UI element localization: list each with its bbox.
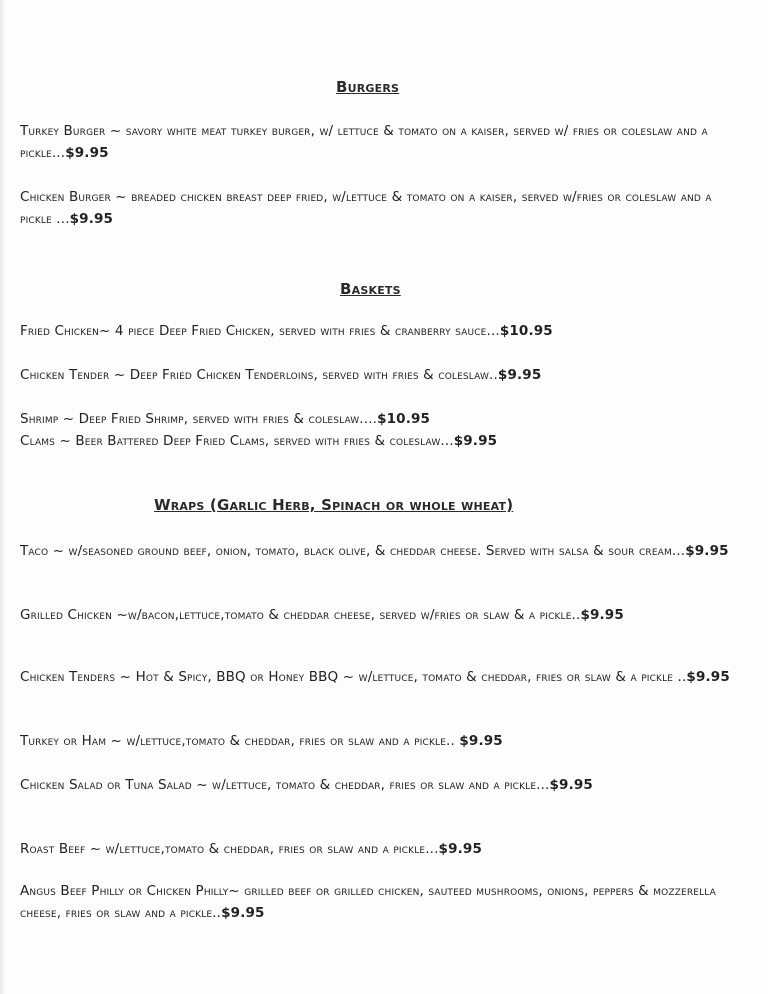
item-price: $9.95	[453, 433, 498, 449]
item-price: $10.95	[377, 411, 431, 427]
item-description: Clams ~ Beer Battered Deep Fried Clams, served with fries & coleslaw...	[20, 433, 454, 449]
item-price: $9.95	[69, 211, 114, 227]
menu-item-roast-beef	[20, 838, 745, 860]
item-price: $9.95	[549, 777, 593, 793]
item-price: $9.95	[580, 607, 624, 623]
menu-item-philly	[20, 880, 745, 924]
item-description: Chicken Tender ~ Deep Fried Chicken Tenderloins, served with fries & coleslaw..	[20, 367, 498, 383]
menu-item-turkey-burger	[20, 120, 745, 164]
item-price: $9.95	[221, 905, 265, 921]
menu-item-chicken-burger	[20, 186, 745, 230]
menu-item-chicken-tender	[20, 364, 745, 386]
menu-item-fried-chicken	[20, 320, 745, 342]
menu-item-shrimp	[20, 408, 745, 430]
menu-item-clams	[20, 430, 745, 452]
item-description: Roast Beef ~ w/lettuce,tomato & cheddar, fries or slaw and a pickle...	[20, 841, 439, 857]
item-description: Angus Beef Philly or Chicken Philly~ grilled beef or grilled chicken, sauteed mushrooms, onions, peppers & mozzerella cheese, fries or slaw and a pickle..	[20, 883, 716, 921]
burgers-heading: Burgers	[336, 78, 400, 96]
menu-item-chicken-tenders	[20, 666, 745, 688]
item-price: $9.95	[438, 841, 482, 857]
item-price: $9.95	[459, 733, 503, 749]
item-description: Turkey or Ham ~ w/lettuce,tomato & cheddar, fries or slaw and a pickle..	[20, 733, 460, 749]
item-price: $9.95	[65, 145, 109, 161]
baskets-heading: Baskets	[340, 280, 401, 298]
item-description: Taco ~ w/seasoned ground beef, onion, tomato, black olive, & cheddar cheese. Served with salsa & sour cream...	[20, 543, 686, 559]
item-description: Shrimp ~ Deep Fried Shrimp, served with fries & coleslaw....	[20, 411, 378, 427]
menu-item-grilled-chicken	[20, 604, 745, 626]
item-description: Chicken Tenders ~ Hot & Spicy, BBQ or Honey BBQ ~ w/lettuce, tomato & cheddar, fries or slaw & a pickle ..	[20, 669, 687, 685]
menu-item-taco	[20, 540, 745, 562]
item-price: $10.95	[499, 323, 553, 339]
item-description: Fried Chicken~ 4 piece Deep Fried Chicken, served with fries & cranberry sauce...	[20, 323, 500, 339]
menu-item-turkey-or-ham	[20, 730, 745, 752]
item-price: $9.95	[497, 367, 542, 383]
item-price: $9.95	[686, 669, 730, 685]
item-description: Grilled Chicken ~w/bacon,lettuce,tomato & cheddar cheese, served w/fries or slaw & a pickle..	[20, 607, 581, 623]
menu-item-chicken-or-tuna-salad	[20, 774, 745, 796]
item-description: Chicken Burger ~ breaded chicken breast deep fried, w/lettuce & tomato on a kaiser, served w/fries or coleslaw and a pickle ...	[20, 189, 712, 227]
item-price: $9.95	[685, 543, 729, 559]
wraps-heading: Wraps (Garlic Herb, Spinach or whole wheat)	[154, 496, 514, 514]
item-description: Chicken Salad or Tuna Salad ~ w/lettuce, tomato & cheddar, fries or slaw and a pickle...	[20, 777, 550, 793]
scan-edge	[0, 0, 6, 994]
item-description: Turkey Burger ~ savory white meat turkey burger, w/ lettuce & tomato on a kaiser, served w/ fries or coleslaw and a pickle...	[20, 123, 708, 161]
